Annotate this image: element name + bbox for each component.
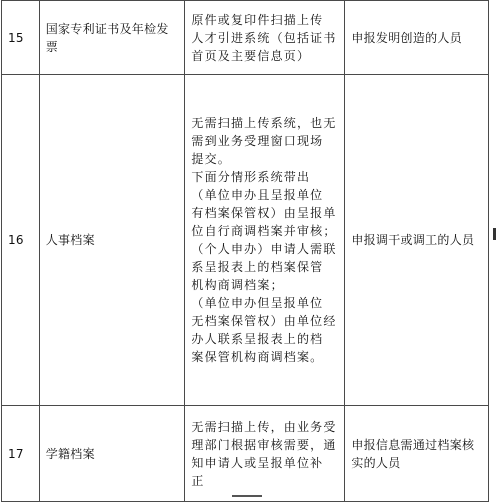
- requirement-line: 提交。: [191, 152, 231, 166]
- row-number: 17: [2, 406, 40, 502]
- requirement-line: （单位申办且呈报单位: [191, 188, 324, 202]
- requirement-line: 知申请人或呈报单位补: [191, 455, 324, 470]
- requirement-line: 首页及主要信息页）: [191, 48, 311, 63]
- requirement-line: 需到业务受理窗口现场: [191, 134, 324, 148]
- applicable-persons: 申报调干或调工的人员: [345, 75, 489, 406]
- material-name: 国家专利证书及年检发票: [39, 1, 185, 75]
- requirement-line: （单位申办但呈报单位: [191, 296, 324, 310]
- requirement-line: 正: [191, 473, 205, 488]
- requirement-line: 无需扫描上传，由业务受: [191, 419, 337, 434]
- requirement-line: 理部门根据审核需要，通: [191, 437, 337, 452]
- applicable-persons: 申报发明创造的人员: [345, 1, 489, 75]
- requirement-line: 原件或复印件扫描上传: [191, 12, 324, 27]
- row-number: 15: [2, 1, 40, 75]
- requirement-line: 有档案保管权）由呈报单: [191, 206, 337, 220]
- materials-table: [1, 0, 489, 502]
- submission-requirement: [185, 1, 345, 75]
- table-row: [2, 75, 489, 406]
- requirement-line: 机构商调档案；: [191, 278, 284, 292]
- requirement-line: 案保管机构商调档案。: [191, 350, 324, 364]
- page-bottom-marker: [232, 495, 262, 497]
- table-row: [2, 406, 489, 502]
- submission-requirement: [185, 75, 345, 406]
- requirement-line: 无需扫描上传系统，也无: [191, 116, 337, 130]
- table-row: [2, 1, 489, 75]
- requirement-line: 办人联系呈报表上的档: [191, 332, 324, 346]
- material-name: 学籍档案: [39, 406, 185, 502]
- submission-requirement: [185, 406, 345, 502]
- material-name: 人事档案: [39, 75, 185, 406]
- requirement-line: 系呈报表上的档案保管: [191, 260, 324, 274]
- row-number: 16: [2, 75, 40, 406]
- requirement-line: 人才引进系统（包括证书: [191, 30, 337, 45]
- requirement-line: （个人申办）申请人需联: [191, 242, 337, 256]
- requirement-line: 下面分情形系统带出: [191, 170, 311, 184]
- requirement-line: 无档案保管权）由单位经: [191, 314, 337, 328]
- applicable-persons: 申报信息需通过档案核实的人员: [345, 406, 489, 502]
- requirement-line: 位自行商调档案并审核；: [191, 224, 337, 238]
